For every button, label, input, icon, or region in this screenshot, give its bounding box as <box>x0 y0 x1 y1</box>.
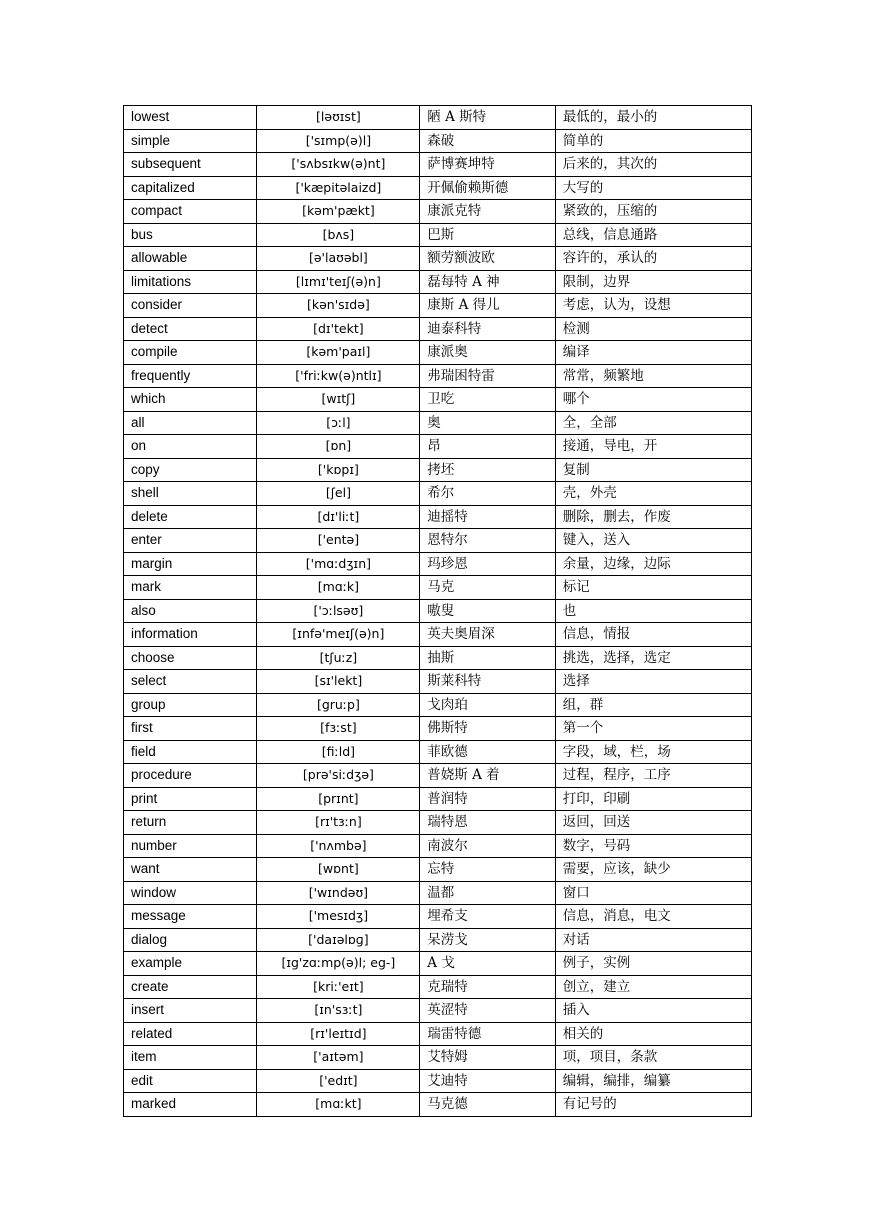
table-row <box>124 1022 752 1046</box>
table-row <box>124 341 752 365</box>
word-cell: compact <box>124 200 257 224</box>
word-cell: also <box>124 599 257 623</box>
meaning-cell: 相关的 <box>555 1022 751 1046</box>
table-row <box>124 693 752 717</box>
pronunciation-cell: 呆涝戈 <box>420 928 556 952</box>
word-cell: print <box>124 787 257 811</box>
pronunciation-cell: 康斯 A 得儿 <box>420 294 556 318</box>
phonetic-cell: ['mesɪdʒ] <box>257 905 420 929</box>
meaning-cell: 编译 <box>555 341 751 365</box>
table-row <box>124 529 752 553</box>
pronunciation-cell: 克瑞特 <box>420 975 556 999</box>
word-cell: return <box>124 811 257 835</box>
pronunciation-cell: 温都 <box>420 881 556 905</box>
phonetic-cell: ['kæpitəlaizd] <box>257 176 420 200</box>
word-cell: detect <box>124 317 257 341</box>
meaning-cell: 信息，消息，电文 <box>555 905 751 929</box>
meaning-cell: 选择 <box>555 670 751 694</box>
pronunciation-cell: 艾迪特 <box>420 1069 556 1093</box>
table-row <box>124 223 752 247</box>
meaning-cell: 限制，边界 <box>555 270 751 294</box>
word-cell: select <box>124 670 257 694</box>
meaning-cell: 接通，导电，开 <box>555 435 751 459</box>
word-cell: window <box>124 881 257 905</box>
phonetic-cell: [kəm'pækt] <box>257 200 420 224</box>
table-row <box>124 200 752 224</box>
meaning-cell: 有记号的 <box>555 1093 751 1117</box>
table-row <box>124 576 752 600</box>
pronunciation-cell: 南波尔 <box>420 834 556 858</box>
phonetic-cell: [ləʊɪst] <box>257 106 420 130</box>
phonetic-cell: ['aɪtəm] <box>257 1046 420 1070</box>
meaning-cell: 后来的，其次的 <box>555 153 751 177</box>
pronunciation-cell: 弗瑞困特雷 <box>420 364 556 388</box>
phonetic-cell: [ɔːl] <box>257 411 420 435</box>
table-row <box>124 364 752 388</box>
table-row <box>124 411 752 435</box>
pronunciation-cell: 马克德 <box>420 1093 556 1117</box>
word-cell: limitations <box>124 270 257 294</box>
word-cell: related <box>124 1022 257 1046</box>
phonetic-cell: [ɪn'sɜːt] <box>257 999 420 1023</box>
pronunciation-cell: 英涩特 <box>420 999 556 1023</box>
pronunciation-cell: 森破 <box>420 129 556 153</box>
word-cell: number <box>124 834 257 858</box>
word-cell: lowest <box>124 106 257 130</box>
table-row <box>124 247 752 271</box>
phonetic-cell: [ɪg'zɑːmp(ə)l; eg-] <box>257 952 420 976</box>
table-row <box>124 717 752 741</box>
pronunciation-cell: 马克 <box>420 576 556 600</box>
meaning-cell: 对话 <box>555 928 751 952</box>
phonetic-cell: [kən'sɪdə] <box>257 294 420 318</box>
pronunciation-cell: 瑞特恩 <box>420 811 556 835</box>
table-row <box>124 928 752 952</box>
word-cell: group <box>124 693 257 717</box>
pronunciation-cell: 艾特姆 <box>420 1046 556 1070</box>
pronunciation-cell: 忘特 <box>420 858 556 882</box>
meaning-cell: 也 <box>555 599 751 623</box>
meaning-cell: 简单的 <box>555 129 751 153</box>
meaning-cell: 键入，送入 <box>555 529 751 553</box>
table-row <box>124 764 752 788</box>
table-row <box>124 670 752 694</box>
phonetic-cell: [gruːp] <box>257 693 420 717</box>
meaning-cell: 返回，回送 <box>555 811 751 835</box>
meaning-cell: 字段，域，栏，场 <box>555 740 751 764</box>
pronunciation-cell: 佛斯特 <box>420 717 556 741</box>
pronunciation-cell: 埋希支 <box>420 905 556 929</box>
phonetic-cell: ['mɑːdʒɪn] <box>257 552 420 576</box>
table-row <box>124 999 752 1023</box>
meaning-cell: 编辑，编排，编纂 <box>555 1069 751 1093</box>
pronunciation-cell: 戈肉珀 <box>420 693 556 717</box>
table-row <box>124 176 752 200</box>
meaning-cell: 打印，印刷 <box>555 787 751 811</box>
table-row <box>124 646 752 670</box>
word-cell: first <box>124 717 257 741</box>
pronunciation-cell: 菲欧德 <box>420 740 556 764</box>
table-row <box>124 905 752 929</box>
meaning-cell: 信息，情报 <box>555 623 751 647</box>
pronunciation-cell: 康派克特 <box>420 200 556 224</box>
word-cell: example <box>124 952 257 976</box>
word-cell: simple <box>124 129 257 153</box>
meaning-cell: 哪个 <box>555 388 751 412</box>
word-cell: choose <box>124 646 257 670</box>
word-cell: shell <box>124 482 257 506</box>
phonetic-cell: ['daɪəlɒɡ] <box>257 928 420 952</box>
pronunciation-cell: 恩特尔 <box>420 529 556 553</box>
word-cell: field <box>124 740 257 764</box>
table-row <box>124 811 752 835</box>
table-row <box>124 623 752 647</box>
meaning-cell: 例子，实例 <box>555 952 751 976</box>
pronunciation-cell: 嗷叟 <box>420 599 556 623</box>
word-cell: subsequent <box>124 153 257 177</box>
vocabulary-table-body <box>124 106 752 1117</box>
phonetic-cell: [sɪ'lekt] <box>257 670 420 694</box>
phonetic-cell: [prə'siːdʒə] <box>257 764 420 788</box>
pronunciation-cell: 康派奥 <box>420 341 556 365</box>
meaning-cell: 壳，外壳 <box>555 482 751 506</box>
meaning-cell: 过程，程序，工序 <box>555 764 751 788</box>
pronunciation-cell: 卫吃 <box>420 388 556 412</box>
pronunciation-cell: 额劳额波欧 <box>420 247 556 271</box>
table-row <box>124 153 752 177</box>
pronunciation-cell: 普娆斯 A 着 <box>420 764 556 788</box>
meaning-cell: 大写的 <box>555 176 751 200</box>
meaning-cell: 考虑，认为，设想 <box>555 294 751 318</box>
table-row <box>124 834 752 858</box>
phonetic-cell: [prɪnt] <box>257 787 420 811</box>
word-cell: compile <box>124 341 257 365</box>
phonetic-cell: [ɒn] <box>257 435 420 459</box>
table-row <box>124 552 752 576</box>
word-cell: bus <box>124 223 257 247</box>
phonetic-cell: [rɪ'leɪtɪd] <box>257 1022 420 1046</box>
meaning-cell: 数字，号码 <box>555 834 751 858</box>
word-cell: copy <box>124 458 257 482</box>
phonetic-cell: [ə'laʊəbl] <box>257 247 420 271</box>
pronunciation-cell: 希尔 <box>420 482 556 506</box>
pronunciation-cell: 昂 <box>420 435 556 459</box>
word-cell: information <box>124 623 257 647</box>
table-row <box>124 106 752 130</box>
table-row <box>124 458 752 482</box>
word-cell: capitalized <box>124 176 257 200</box>
phonetic-cell: [wɪtʃ] <box>257 388 420 412</box>
pronunciation-cell: 陋 A 斯特 <box>420 106 556 130</box>
phonetic-cell: [bʌs] <box>257 223 420 247</box>
word-cell: on <box>124 435 257 459</box>
meaning-cell: 总线，信息通路 <box>555 223 751 247</box>
phonetic-cell: [lɪmɪ'teɪʃ(ə)n] <box>257 270 420 294</box>
pronunciation-cell: 斯莱科特 <box>420 670 556 694</box>
pronunciation-cell: 普润特 <box>420 787 556 811</box>
table-row <box>124 482 752 506</box>
table-row <box>124 858 752 882</box>
phonetic-cell: [wɒnt] <box>257 858 420 882</box>
phonetic-cell: ['friːkw(ə)ntlɪ] <box>257 364 420 388</box>
pronunciation-cell: 瑞雷特德 <box>420 1022 556 1046</box>
meaning-cell: 窗口 <box>555 881 751 905</box>
meaning-cell: 插入 <box>555 999 751 1023</box>
word-cell: mark <box>124 576 257 600</box>
phonetic-cell: [fiːld] <box>257 740 420 764</box>
phonetic-cell: [tʃuːz] <box>257 646 420 670</box>
phonetic-cell: [rɪ'tɜːn] <box>257 811 420 835</box>
meaning-cell: 第一个 <box>555 717 751 741</box>
pronunciation-cell: 迪泰科特 <box>420 317 556 341</box>
phonetic-cell: [dɪ'liːt] <box>257 505 420 529</box>
phonetic-cell: [kriː'eɪt] <box>257 975 420 999</box>
meaning-cell: 容许的，承认的 <box>555 247 751 271</box>
word-cell: frequently <box>124 364 257 388</box>
word-cell: want <box>124 858 257 882</box>
meaning-cell: 需要，应该，缺少 <box>555 858 751 882</box>
word-cell: consider <box>124 294 257 318</box>
pronunciation-cell: 巴斯 <box>420 223 556 247</box>
meaning-cell: 余量，边缘，边际 <box>555 552 751 576</box>
phonetic-cell: ['nʌmbə] <box>257 834 420 858</box>
word-cell: insert <box>124 999 257 1023</box>
word-cell: all <box>124 411 257 435</box>
pronunciation-cell: 开佩偷赖斯德 <box>420 176 556 200</box>
pronunciation-cell: 磊每特 A 神 <box>420 270 556 294</box>
table-row <box>124 952 752 976</box>
word-cell: item <box>124 1046 257 1070</box>
word-cell: delete <box>124 505 257 529</box>
word-cell: dialog <box>124 928 257 952</box>
meaning-cell: 挑选，选择，选定 <box>555 646 751 670</box>
word-cell: marked <box>124 1093 257 1117</box>
meaning-cell: 标记 <box>555 576 751 600</box>
pronunciation-cell: 英夫奥眉深 <box>420 623 556 647</box>
meaning-cell: 项，项目，条款 <box>555 1046 751 1070</box>
phonetic-cell: ['sɪmp(ə)l] <box>257 129 420 153</box>
table-row <box>124 1093 752 1117</box>
table-row <box>124 505 752 529</box>
pronunciation-cell: 拷坯 <box>420 458 556 482</box>
table-row <box>124 435 752 459</box>
phonetic-cell: ['ɔːlsəʊ] <box>257 599 420 623</box>
word-cell: create <box>124 975 257 999</box>
meaning-cell: 紧致的，压缩的 <box>555 200 751 224</box>
pronunciation-cell: 萨博赛坤特 <box>420 153 556 177</box>
meaning-cell: 删除，删去，作废 <box>555 505 751 529</box>
table-row <box>124 294 752 318</box>
meaning-cell: 检测 <box>555 317 751 341</box>
pronunciation-cell: 玛珍恩 <box>420 552 556 576</box>
meaning-cell: 复制 <box>555 458 751 482</box>
phonetic-cell: [mɑːkt] <box>257 1093 420 1117</box>
pronunciation-cell: 奥 <box>420 411 556 435</box>
table-row <box>124 270 752 294</box>
table-row <box>124 975 752 999</box>
table-row <box>124 740 752 764</box>
pronunciation-cell: 迪摇特 <box>420 505 556 529</box>
phonetic-cell: [ɪnfə'meɪʃ(ə)n] <box>257 623 420 647</box>
phonetic-cell: [dɪ'tekt] <box>257 317 420 341</box>
word-cell: margin <box>124 552 257 576</box>
pronunciation-cell: A 戈 <box>420 952 556 976</box>
word-cell: allowable <box>124 247 257 271</box>
word-cell: message <box>124 905 257 929</box>
word-cell: procedure <box>124 764 257 788</box>
word-cell: which <box>124 388 257 412</box>
phonetic-cell: [ʃel] <box>257 482 420 506</box>
phonetic-cell: [fɜːst] <box>257 717 420 741</box>
table-row <box>124 599 752 623</box>
meaning-cell: 常常，频繁地 <box>555 364 751 388</box>
word-cell: enter <box>124 529 257 553</box>
table-row <box>124 881 752 905</box>
table-row <box>124 787 752 811</box>
meaning-cell: 全，全部 <box>555 411 751 435</box>
table-row <box>124 129 752 153</box>
phonetic-cell: ['edɪt] <box>257 1069 420 1093</box>
meaning-cell: 创立，建立 <box>555 975 751 999</box>
table-row <box>124 388 752 412</box>
meaning-cell: 组，群 <box>555 693 751 717</box>
phonetic-cell: ['wɪndəʊ] <box>257 881 420 905</box>
pronunciation-cell: 抽斯 <box>420 646 556 670</box>
phonetic-cell: [mɑːk] <box>257 576 420 600</box>
phonetic-cell: [kəm'paɪl] <box>257 341 420 365</box>
table-row <box>124 1069 752 1093</box>
table-row <box>124 317 752 341</box>
phonetic-cell: ['entə] <box>257 529 420 553</box>
meaning-cell: 最低的，最小的 <box>555 106 751 130</box>
phonetic-cell: ['kɒpɪ] <box>257 458 420 482</box>
word-cell: edit <box>124 1069 257 1093</box>
table-row <box>124 1046 752 1070</box>
phonetic-cell: ['sʌbsɪkw(ə)nt] <box>257 153 420 177</box>
vocabulary-table <box>123 105 752 1117</box>
